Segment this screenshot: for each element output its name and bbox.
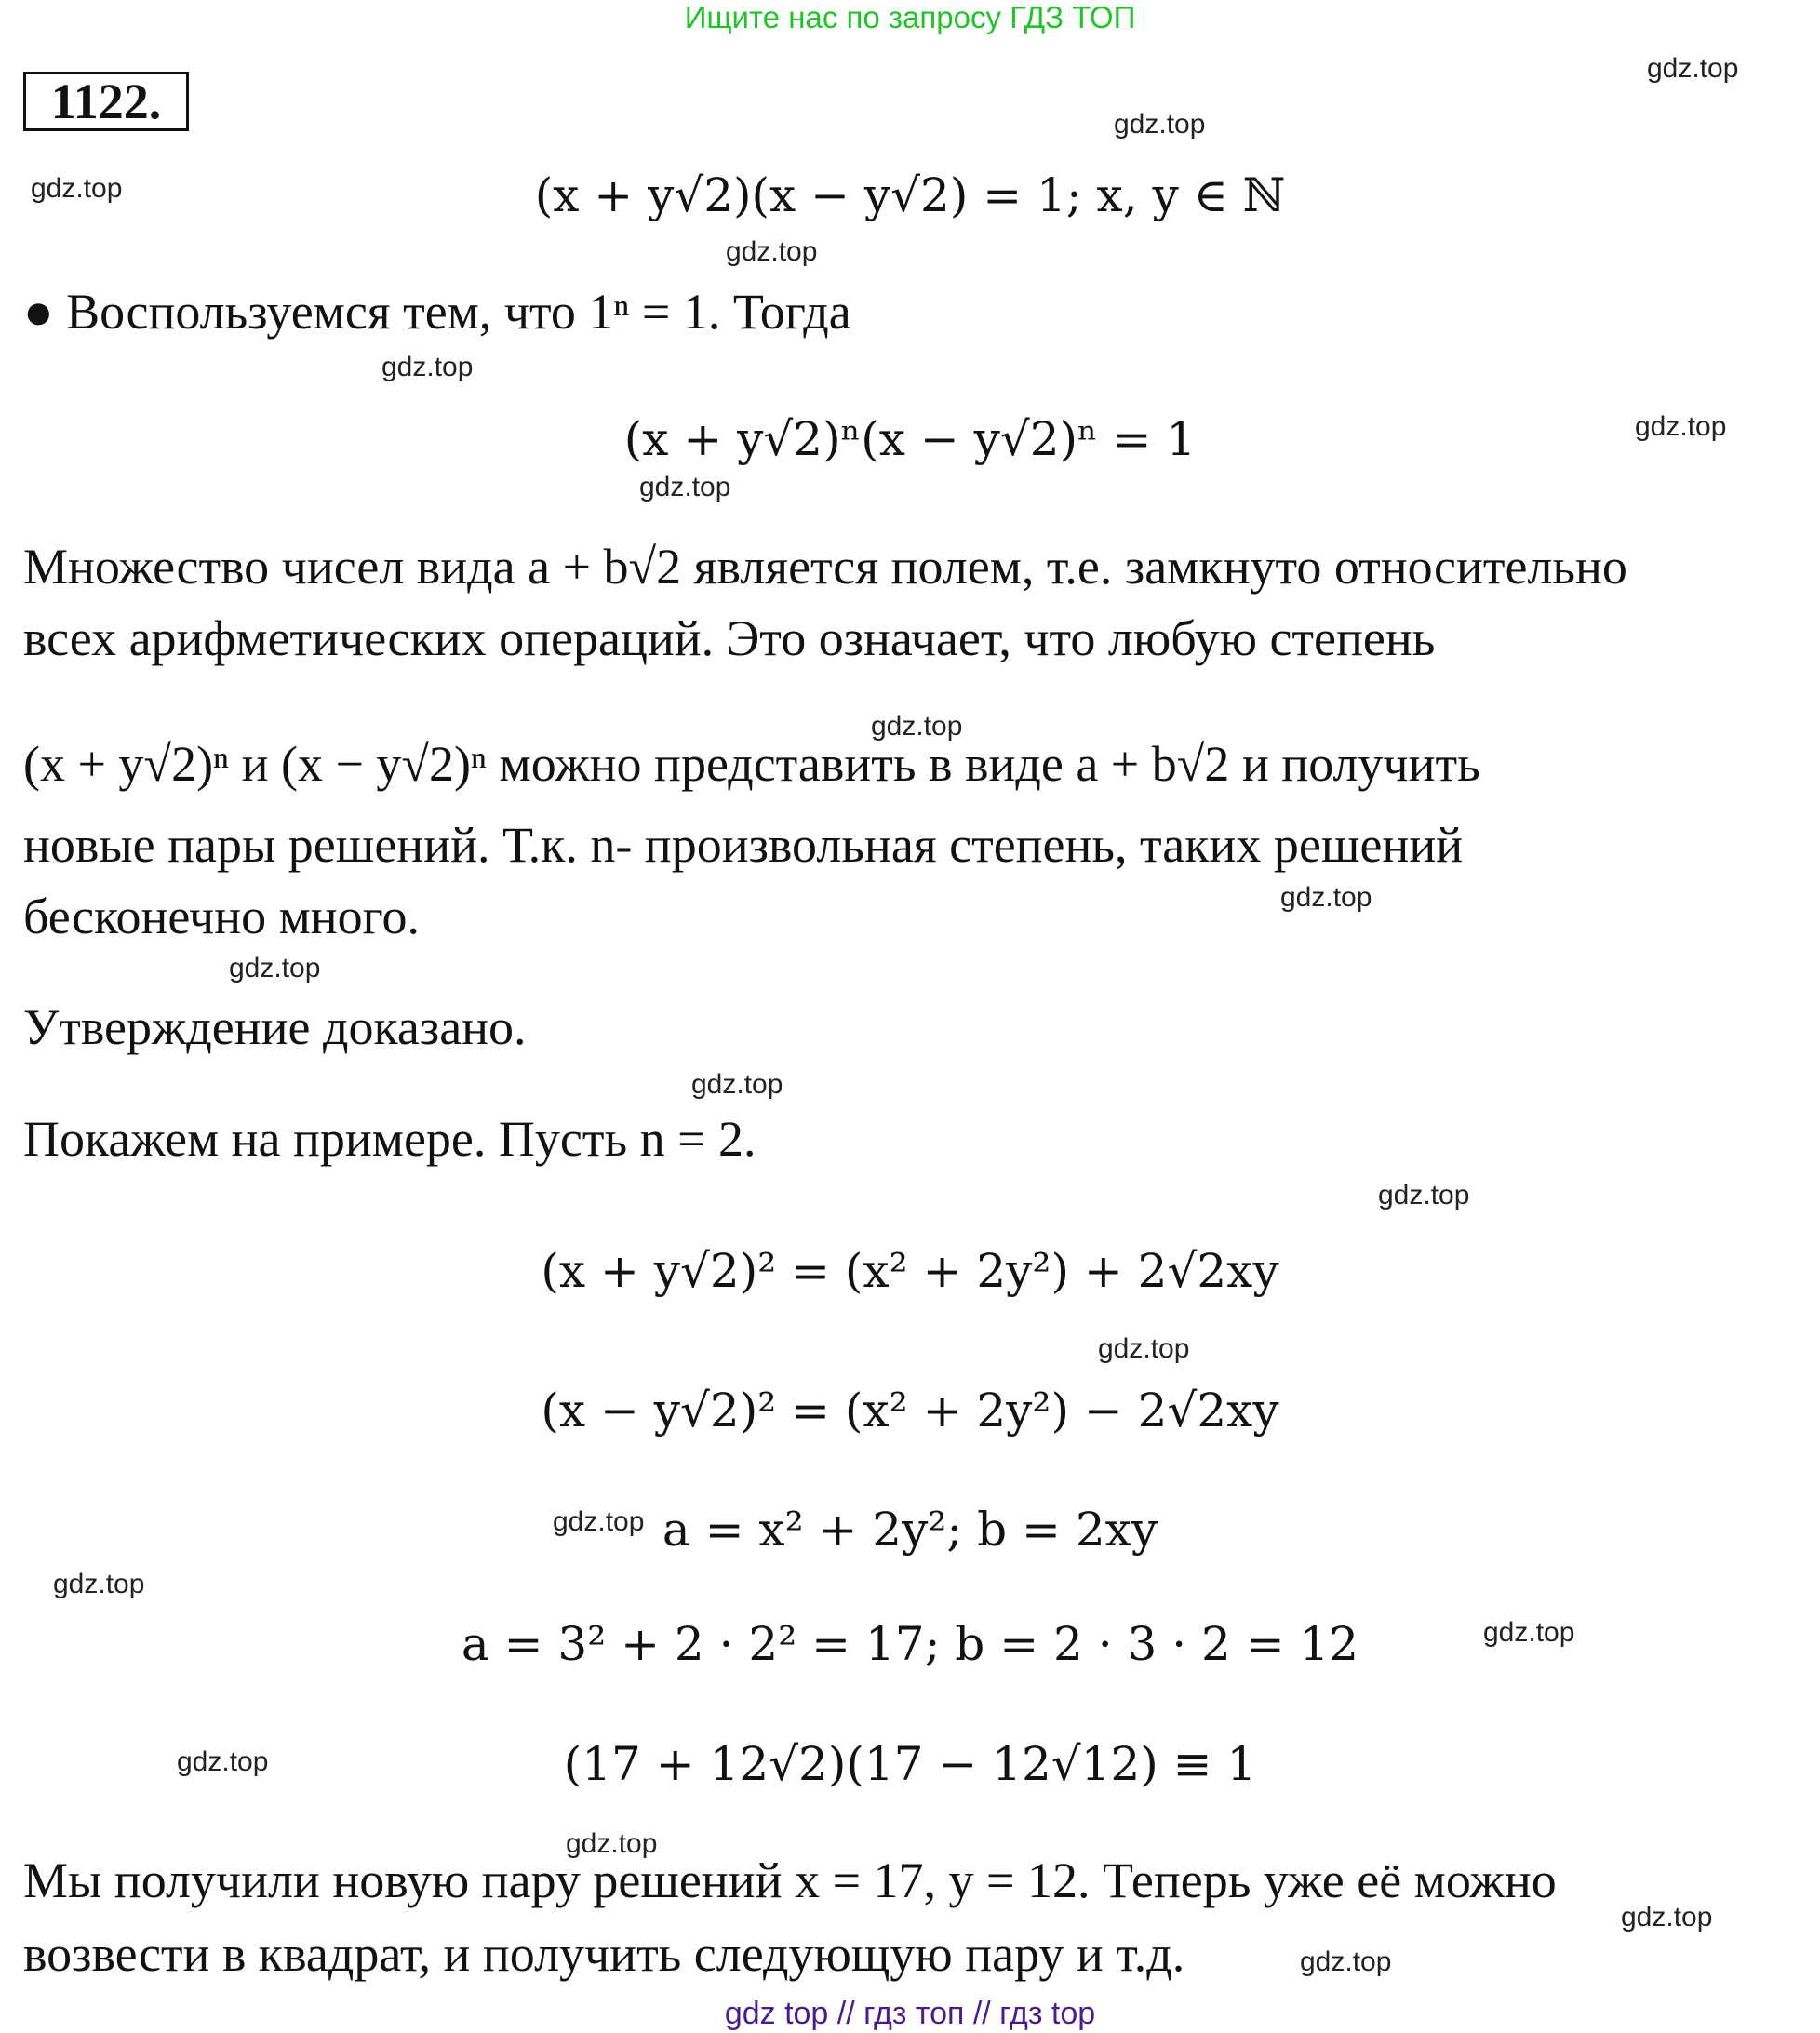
paragraph-line: (x + y√2)ⁿ и (x − y√2)ⁿ можно представить в виде a + b√2 и получить — [23, 736, 1480, 792]
equation-square-minus: (x − y√2)² = (x² + 2y²) − 2√2xy — [541, 1384, 1279, 1438]
watermark: gdz.top — [691, 1069, 783, 1100]
watermark: gdz.top — [1378, 1180, 1470, 1210]
watermark: gdz.top — [566, 1828, 658, 1859]
watermark: gdz.top — [1647, 53, 1739, 84]
watermark: gdz.top — [229, 953, 321, 983]
watermark: gdz.top — [1635, 411, 1727, 442]
watermark: gdz.top — [726, 236, 818, 267]
watermark: gdz.top — [1483, 1617, 1575, 1648]
promo-header: Ищите нас по запросу ГДЗ ТОП — [684, 0, 1136, 34]
watermark: gdz.top — [871, 711, 963, 742]
equation-power: (x + y√2)ⁿ(x − y√2)ⁿ = 1 — [623, 412, 1197, 466]
example-line: Покажем на примере. Пусть n = 2. — [23, 1111, 756, 1167]
watermark: gdz.top — [53, 1569, 145, 1599]
watermark: gdz.top — [177, 1746, 269, 1777]
final-line: возвести в квадрат, и получить следующую пару и т.д. — [23, 1926, 1185, 1982]
equation-square-plus: (x + y√2)² = (x² + 2y²) + 2√2xy — [541, 1244, 1279, 1298]
watermark: gdz.top — [1098, 1333, 1190, 1364]
equation-ab-values: a = 3² + 2 · 2² = 17; b = 2 · 3 · 2 = 12 — [461, 1617, 1359, 1671]
problem-number: 1122. — [23, 72, 189, 131]
paragraph-line: бесконечно много. — [23, 889, 420, 944]
watermark: gdz.top — [381, 352, 474, 382]
watermark: gdz.top — [1300, 1946, 1392, 1977]
proved-line: Утверждение доказано. — [23, 999, 527, 1055]
watermark: gdz.top — [1114, 109, 1206, 140]
footer-links: gdz top // гдз топ // гдз top — [724, 1996, 1096, 2031]
final-line: Мы получили новую пару решений x = 17, y = 12. Теперь уже её можно — [23, 1852, 1557, 1908]
paragraph-line: всех арифметических операций. Это означает, что любую степень — [23, 610, 1436, 666]
watermark: gdz.top — [639, 472, 731, 502]
equation-given: (x + y√2)(x − y√2) = 1; x, y ∈ ℕ — [534, 168, 1286, 222]
watermark: gdz.top — [553, 1506, 645, 1537]
bullet-line: ● Воспользуемся тем, что 1ⁿ = 1. Тогда — [23, 284, 851, 340]
equation-ab-definition: a = x² + 2y²; b = 2xy — [662, 1503, 1158, 1557]
watermark: gdz.top — [1280, 882, 1372, 913]
watermark: gdz.top — [1621, 1902, 1713, 1933]
paragraph-line: Множество чисел вида a + b√2 является полем, т.е. замкнуто относительно — [23, 539, 1627, 595]
paragraph-line: новые пары решений. Т.к. n- произвольная степень, таких решений — [23, 817, 1464, 873]
watermark: gdz.top — [31, 173, 123, 204]
equation-check: (17 + 12√2)(17 − 12√12) ≡ 1 — [563, 1737, 1257, 1791]
